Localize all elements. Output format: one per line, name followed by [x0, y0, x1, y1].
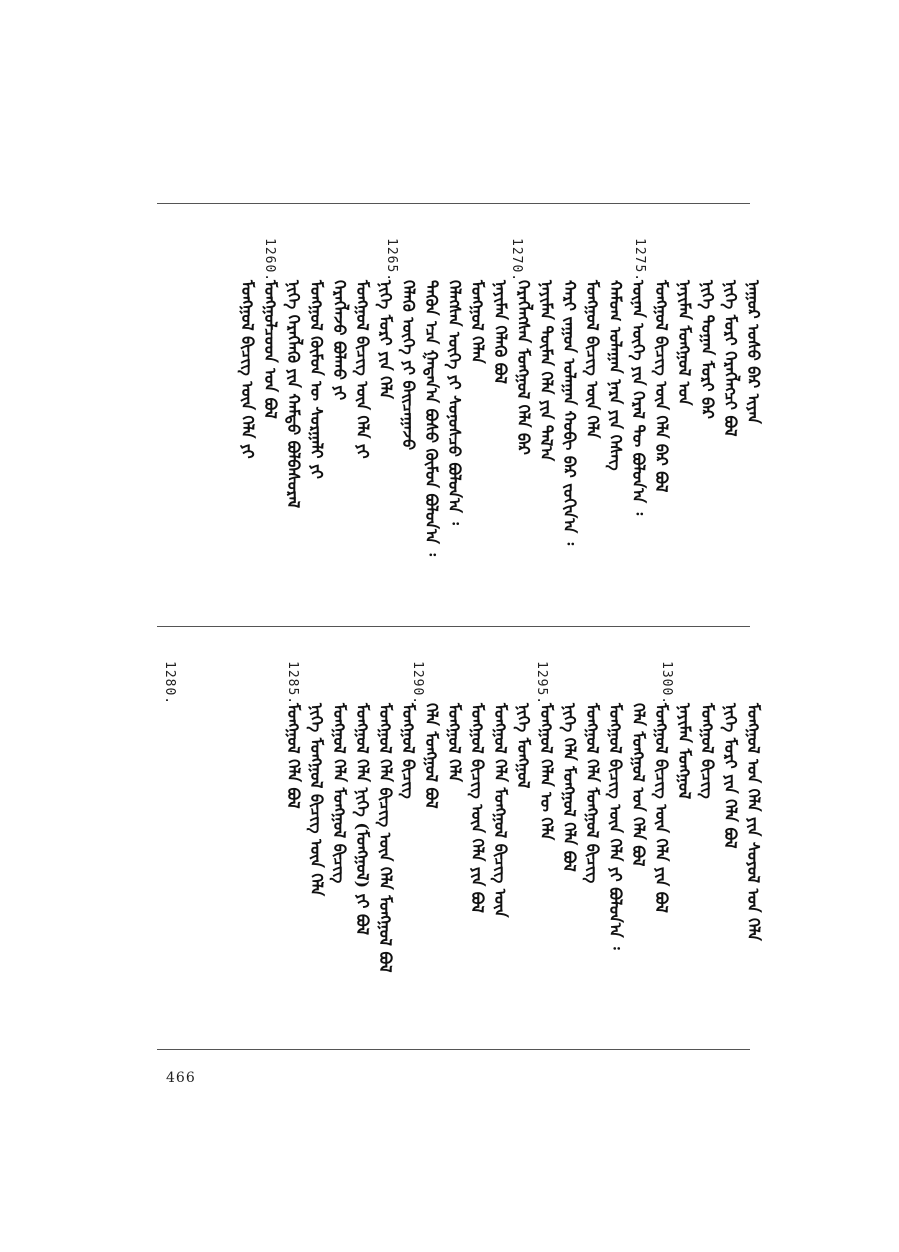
text-column: ᠲᠡᠭᠦᠨ ᠡᠴᠡ ᠭᠠᠳᠠᠨ᠎ᠠ ᠪᠣᠰᠤ ᠬᠦᠮᠦᠨ ᠪᠣᠯᠤᠨ᠎ᠠ ᠄: [422, 280, 441, 556]
text-column: ᠮᠣᠩᠭᠣᠯ ᠬᠡᠯᠡ ᠨᠢᠭᠡ (ᠮᠣᠩᠭᠣᠯ) ᠶᠢ ᠪᠣᠯ: [353, 703, 372, 936]
line-number: 1270.: [509, 238, 524, 283]
text-column: ᠮᠣᠩᠭᠣᠯ ᠪᠢᠴᠢᠭ ᠦᠨ ᠬᠡᠯᠡ ᠶᠢ: [238, 280, 257, 459]
text-column: ᠮᠣᠩᠭᠣᠯ ᠪᠢᠴᠢᠭ ᠦᠨ ᠬᠡᠯᠡ ᠶᠢ ᠪᠣᠯᠤᠨ᠎ᠠ ᠄: [606, 703, 625, 950]
text-column: ᠬᠡᠯᠡᠭᠰᠡᠨ ᠦᠭᠡ ᠶᠢ ᠰᠣᠨᠣᠰᠴᠤ ᠪᠣᠯᠤᠨ᠎ᠠ ᠄: [445, 280, 464, 525]
text-column: ᠬᠠᠮᠤᠭ ᠤᠯᠠᠭᠠᠨ ᠨᠠᠷᠠ ᠶᠢᠨ ᠬᠡᠰᠡᠭ: [606, 280, 625, 471]
text-column: ᠮᠣᠩᠭᠣᠯ ᠬᠡᠯᠡ ᠪᠢᠴᠢᠭ ᠦᠨ ᠬᠡᠯᠡ ᠮᠣᠩᠭᠣᠯ ᠪᠣᠯ: [376, 703, 395, 973]
text-column: ᠮᠣᠩᠭᠣᠯᠴᠤᠳ ᠤᠨ ᠪᠣᠯ: [261, 280, 280, 419]
text-column: ᠦᠨᠡᠨ ᠦᠭᠡ ᠶᠢᠨ ᠭᠡᠷᠡᠯ ᠲᠦ ᠪᠣᠯᠤᠨ᠎ᠠ ᠄: [629, 280, 648, 516]
page-number: 466: [166, 1070, 196, 1086]
text-column: ᠮᠣᠩᠭᠣᠯ ᠪᠢᠴᠢᠭ ᠦᠨ ᠬᠡᠯᠡ ᠪᠠᠷ ᠪᠣᠯ: [652, 280, 671, 493]
text-column: ᠮᠣᠩᠭᠣᠯ ᠬᠡᠯᠡ ᠮᠣᠩᠭᠣᠯ ᠪᠢᠴᠢᠭ: [583, 703, 602, 884]
text-column: ᠮᠣᠩᠭᠣᠯ ᠬᠡᠯᠡ ᠮᠣᠩᠭᠣᠯ ᠪᠢᠴᠢᠭ ᠦᠨ: [491, 703, 510, 918]
text-column: ᠨᠠᠶᠢᠮᠠᠨ ᠬᠡᠯᠡᠬᠦ ᠪᠣᠯ: [491, 280, 510, 384]
line-number: 1290.: [410, 661, 425, 706]
line-number: 1280.: [162, 661, 177, 706]
text-column: ᠮᠣᠩᠭᠣᠯ ᠤᠨ ᠬᠡᠯᠡ ᠶᠢᠨ ᠰᠣᠶᠣᠯ ᠤᠨ ᠬᠡᠯᠡ: [744, 703, 763, 941]
text-column: ᠮᠣᠩᠭᠣᠯ ᠬᠡᠯᠡᠨ: [468, 280, 487, 364]
line-number: 1295.: [534, 661, 549, 706]
text-column: ᠨᠠᠶᠢᠮᠠᠨ ᠮᠣᠩᠭᠣᠯ: [675, 703, 694, 800]
text-column: ᠬᠠᠷᠢ ᠵᠠᠭᠤᠨ ᠤᠯᠠᠭᠠᠨ ᠬᠤᠪᠢ ᠪᠠᠷ ᠵᠣᠬᠢᠨ᠎ᠠ ᠄: [560, 280, 579, 546]
text-column: ᠨᠢᠭᠡ ᠮᠣᠷᠢ ᠶᠢᠨ ᠬᠡᠯᠡ ᠪᠣᠯ: [721, 703, 740, 849]
line-number: 1260.: [262, 238, 277, 283]
line-number: 1285.: [285, 661, 300, 706]
text-column: ᠮᠣᠩᠭᠣᠯ ᠬᠦᠮᠦᠨ ᠦ ᠰᠤᠷᠭᠠᠯᠢ ᠶᠢ: [307, 280, 326, 479]
text-column: ᠮᠣᠩᠭᠣᠯ ᠪᠢᠴᠢᠭ ᠦᠨ ᠬᠡᠯᠡ ᠶᠢᠨ ᠪᠣᠯ: [468, 703, 487, 913]
text-column: ᠮᠣᠩᠭᠣᠯ ᠪᠢᠴᠢᠭ: [698, 703, 717, 799]
text-column: ᠮᠣᠩᠭᠣᠯ ᠪᠢᠴᠢᠭ: [399, 703, 418, 799]
text-column: ᠨᠠᠶᠢᠮᠠᠨ ᠮᠣᠩᠭᠣᠯ ᠤᠨ: [675, 280, 694, 406]
text-column: ᠨᠠᠶᠢᠮᠠᠨ ᠲᠦᠮᠡᠨ ᠬᠡᠯᠡ ᠶᠢᠨ ᠲᠠᠯ᠎ᠠ: [537, 280, 556, 462]
text-column: ᠨᠢᠭᠡ ᠲᠣᠭᠠᠨ ᠮᠤᠷᠢ ᠪᠠᠷ: [698, 280, 717, 419]
line-number: 1265.: [384, 238, 399, 283]
text-column: ᠮᠣᠩᠭᠣᠯ ᠪᠢᠴᠢᠭ ᠦᠨ ᠬᠡᠯᠡ ᠶᠢᠨ ᠪᠣᠯ: [652, 703, 671, 913]
text-column: ᠨᠢᠭᠡ ᠬᠡᠷᠡᠭᠯᠡᠬᠦ ᠶᠢᠨ ᠬᠠᠮᠲᠤ ᠪᠣᠯᠪᠠᠰᠤᠷᠠᠯ: [284, 280, 303, 509]
text-column: ᠮᠣᠩᠭᠣᠯ ᠬᠡᠯᠡᠨ ᠦ ᠬᠡᠯᠡ: [537, 703, 556, 841]
text-column: ᠬᠡᠯᠡ ᠮᠣᠩᠭᠣᠯ ᠤᠨ ᠬᠡᠯᠡ ᠪᠣᠯ: [629, 703, 648, 867]
text-column: ᠨᠢᠭᠡ ᠮᠣᠩᠭᠣᠯ ᠪᠢᠴᠢᠭ ᠦᠨ ᠬᠡᠯᠡ: [307, 703, 326, 897]
text-column: ᠬᠡᠯᠡ ᠮᠣᠩᠭᠣᠯ ᠪᠣᠯ: [422, 703, 441, 809]
middle-rule: [157, 626, 750, 627]
line-number: 1300.: [659, 661, 674, 706]
top-rule: [157, 203, 750, 204]
bottom-rule: [157, 1049, 750, 1050]
text-column: ᠮᠣᠩᠭᠣᠯ ᠬᠡᠯᠡ: [445, 703, 464, 782]
line-number: 1275.: [632, 238, 647, 283]
text-column: ᠮᠣᠩᠭᠣᠯ ᠬᠡᠯᠡ ᠪᠣᠯ: [284, 703, 303, 809]
text-column: ᠨᠢᠭᠡ ᠮᠤᠷᠢ ᠬᠡᠷᠡᠭᠯᠡᠭᠴᠢ ᠪᠣᠯ: [721, 280, 740, 437]
text-column: ᠬᠡᠯᠡᠬᠦ ᠦᠭᠡ ᠶᠢ ᠪᠠᠢ᠌ᠴᠠᠭᠠᠵᠤ: [399, 280, 418, 451]
text-column: ᠨᠢᠭᠡ ᠮᠣᠷᠢ ᠶᠢᠨ ᠬᠡᠯᠡ: [376, 280, 395, 399]
text-column: ᠨᠠᠭᠤᠷ ᠤᠰᠤ ᠪᠠᠷ ᠢᠶᠠᠨ: [744, 280, 763, 424]
text-column: ᠮᠣᠩᠭᠣᠯ ᠪᠢᠴᠢᠭ ᠦᠨ ᠬᠡᠯᠡ ᠶᠢ: [353, 280, 372, 459]
text-column: ᠨᠢᠭᠡ ᠬᠡᠯᠡ ᠮᠣᠩᠭᠣᠯ ᠬᠡᠯᠡ ᠪᠣᠯ: [560, 703, 579, 872]
text-column: ᠮᠣᠩᠭᠣᠯ ᠬᠡᠯᠡ ᠮᠣᠩᠭᠣᠯ ᠪᠢᠴᠢᠭ: [330, 703, 349, 884]
text-column: ᠬᠡᠷᠡᠭᠯᠡᠵᠦ ᠪᠣᠯᠬᠤ ᠶᠢ: [330, 280, 349, 401]
text-column: ᠮᠣᠩᠭᠣᠯ ᠪᠢᠴᠢᠭ ᠦᠨ ᠬᠡᠯᠡ: [583, 280, 602, 439]
text-column: ᠨᠢᠭᠡ ᠮᠣᠩᠭᠣᠯ: [514, 703, 533, 789]
text-column: ᠬᠡᠷᠡᠭᠯᠡᠭᠰᠡᠨ ᠮᠣᠩᠭᠣᠯ ᠬᠡᠯᠡ ᠪᠡᠷ: [514, 280, 533, 455]
